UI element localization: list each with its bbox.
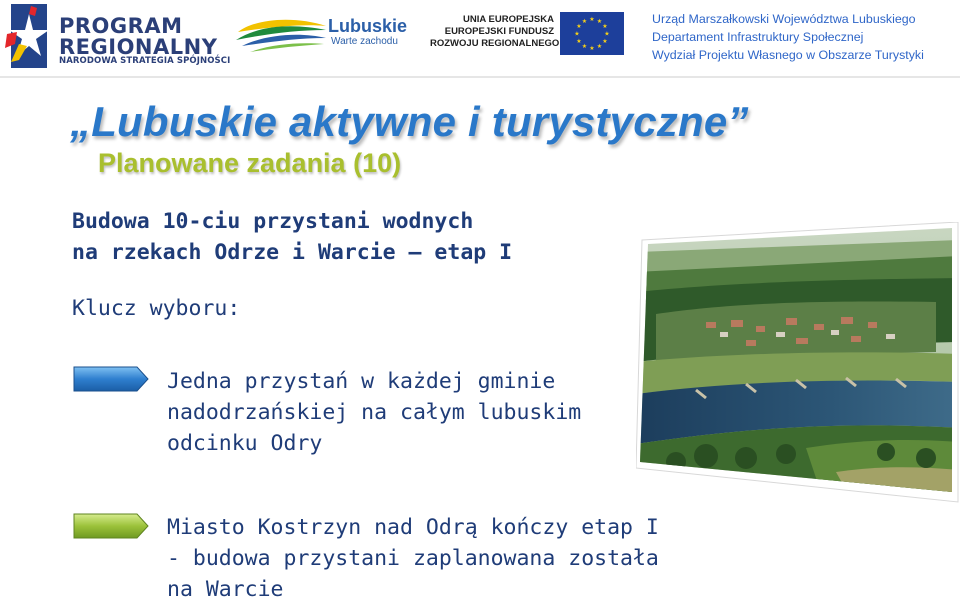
svg-text:★: ★ (576, 23, 582, 30)
selection-key-label: Klucz wyboru: (72, 296, 241, 321)
task-description (72, 206, 512, 268)
svg-text:★: ★ (581, 18, 588, 25)
eu-fund-text (430, 14, 560, 50)
lubuskie-logo-tagline: Warte zachodu (331, 36, 398, 47)
bullet-line: - budowa przystani zaplanowana została (167, 546, 659, 571)
institution-line: Urząd Marszałkowski Województwa Lubuskiego (652, 12, 916, 26)
svg-text:★: ★ (589, 16, 595, 23)
slide-subtitle: Planowane zadania (10) (98, 148, 402, 178)
program-logo-line2: REGIONALNY (59, 35, 218, 59)
svg-text:★: ★ (604, 30, 610, 38)
svg-text:★: ★ (581, 43, 588, 50)
slide-title: „Lubuskie aktywne i turystyczne” (70, 98, 749, 145)
bullet-line: odcinku Odry (167, 431, 323, 456)
lubuskie-logo-name: Lubuskie (328, 16, 408, 36)
bullet-text (167, 366, 581, 459)
task-line: na rzekach Odrze i Warcie – etap I (72, 240, 513, 265)
star-icon (5, 4, 55, 68)
program-logo-line3: NARODOWA STRATEGIA SPÓJNOŚCI (59, 56, 231, 66)
institution-line: Departament Infrastruktury Społecznej (652, 30, 864, 44)
bullet-line: na Warcie (167, 577, 284, 602)
bullet-line: Jedna przystań w każdej gminie (167, 369, 556, 394)
svg-text:★: ★ (574, 30, 580, 38)
program-logo-line1: PROGRAM (59, 14, 183, 38)
bullet-text (167, 512, 659, 605)
header-divider (0, 76, 960, 78)
eu-flag-icon (560, 12, 624, 55)
svg-text:★: ★ (576, 38, 582, 45)
eu-text-line: UNIA EUROPEJSKA (463, 14, 554, 25)
svg-text:★: ★ (596, 18, 603, 25)
bullet-line: Miasto Kostrzyn nad Odrą kończy etap I (167, 515, 659, 540)
svg-text:★: ★ (596, 43, 603, 50)
eu-text-line: EUROPEJSKI FUNDUSZ (444, 26, 554, 37)
header (0, 0, 960, 78)
lubuskie-logo (236, 10, 406, 60)
svg-text:★: ★ (602, 38, 608, 45)
lubuskie-waves-icon (236, 10, 328, 60)
program-regionalny-logo (5, 4, 231, 68)
green-arrow-icon (73, 512, 149, 540)
blue-arrow-icon (73, 365, 149, 393)
institution-info (652, 10, 952, 64)
svg-text:★: ★ (602, 23, 608, 30)
institution-line: Wydział Projektu Własnego w Obszarze Turystyki (652, 48, 924, 62)
eu-text-line: ROZWOJU REGIONALNEGO (430, 38, 560, 49)
aerial-river-photo (636, 222, 960, 508)
task-line: Budowa 10-ciu przystani wodnych (72, 209, 474, 234)
svg-text:★: ★ (589, 45, 595, 52)
bullet-line: nadodrzańskiej na całym lubuskim (167, 400, 582, 425)
